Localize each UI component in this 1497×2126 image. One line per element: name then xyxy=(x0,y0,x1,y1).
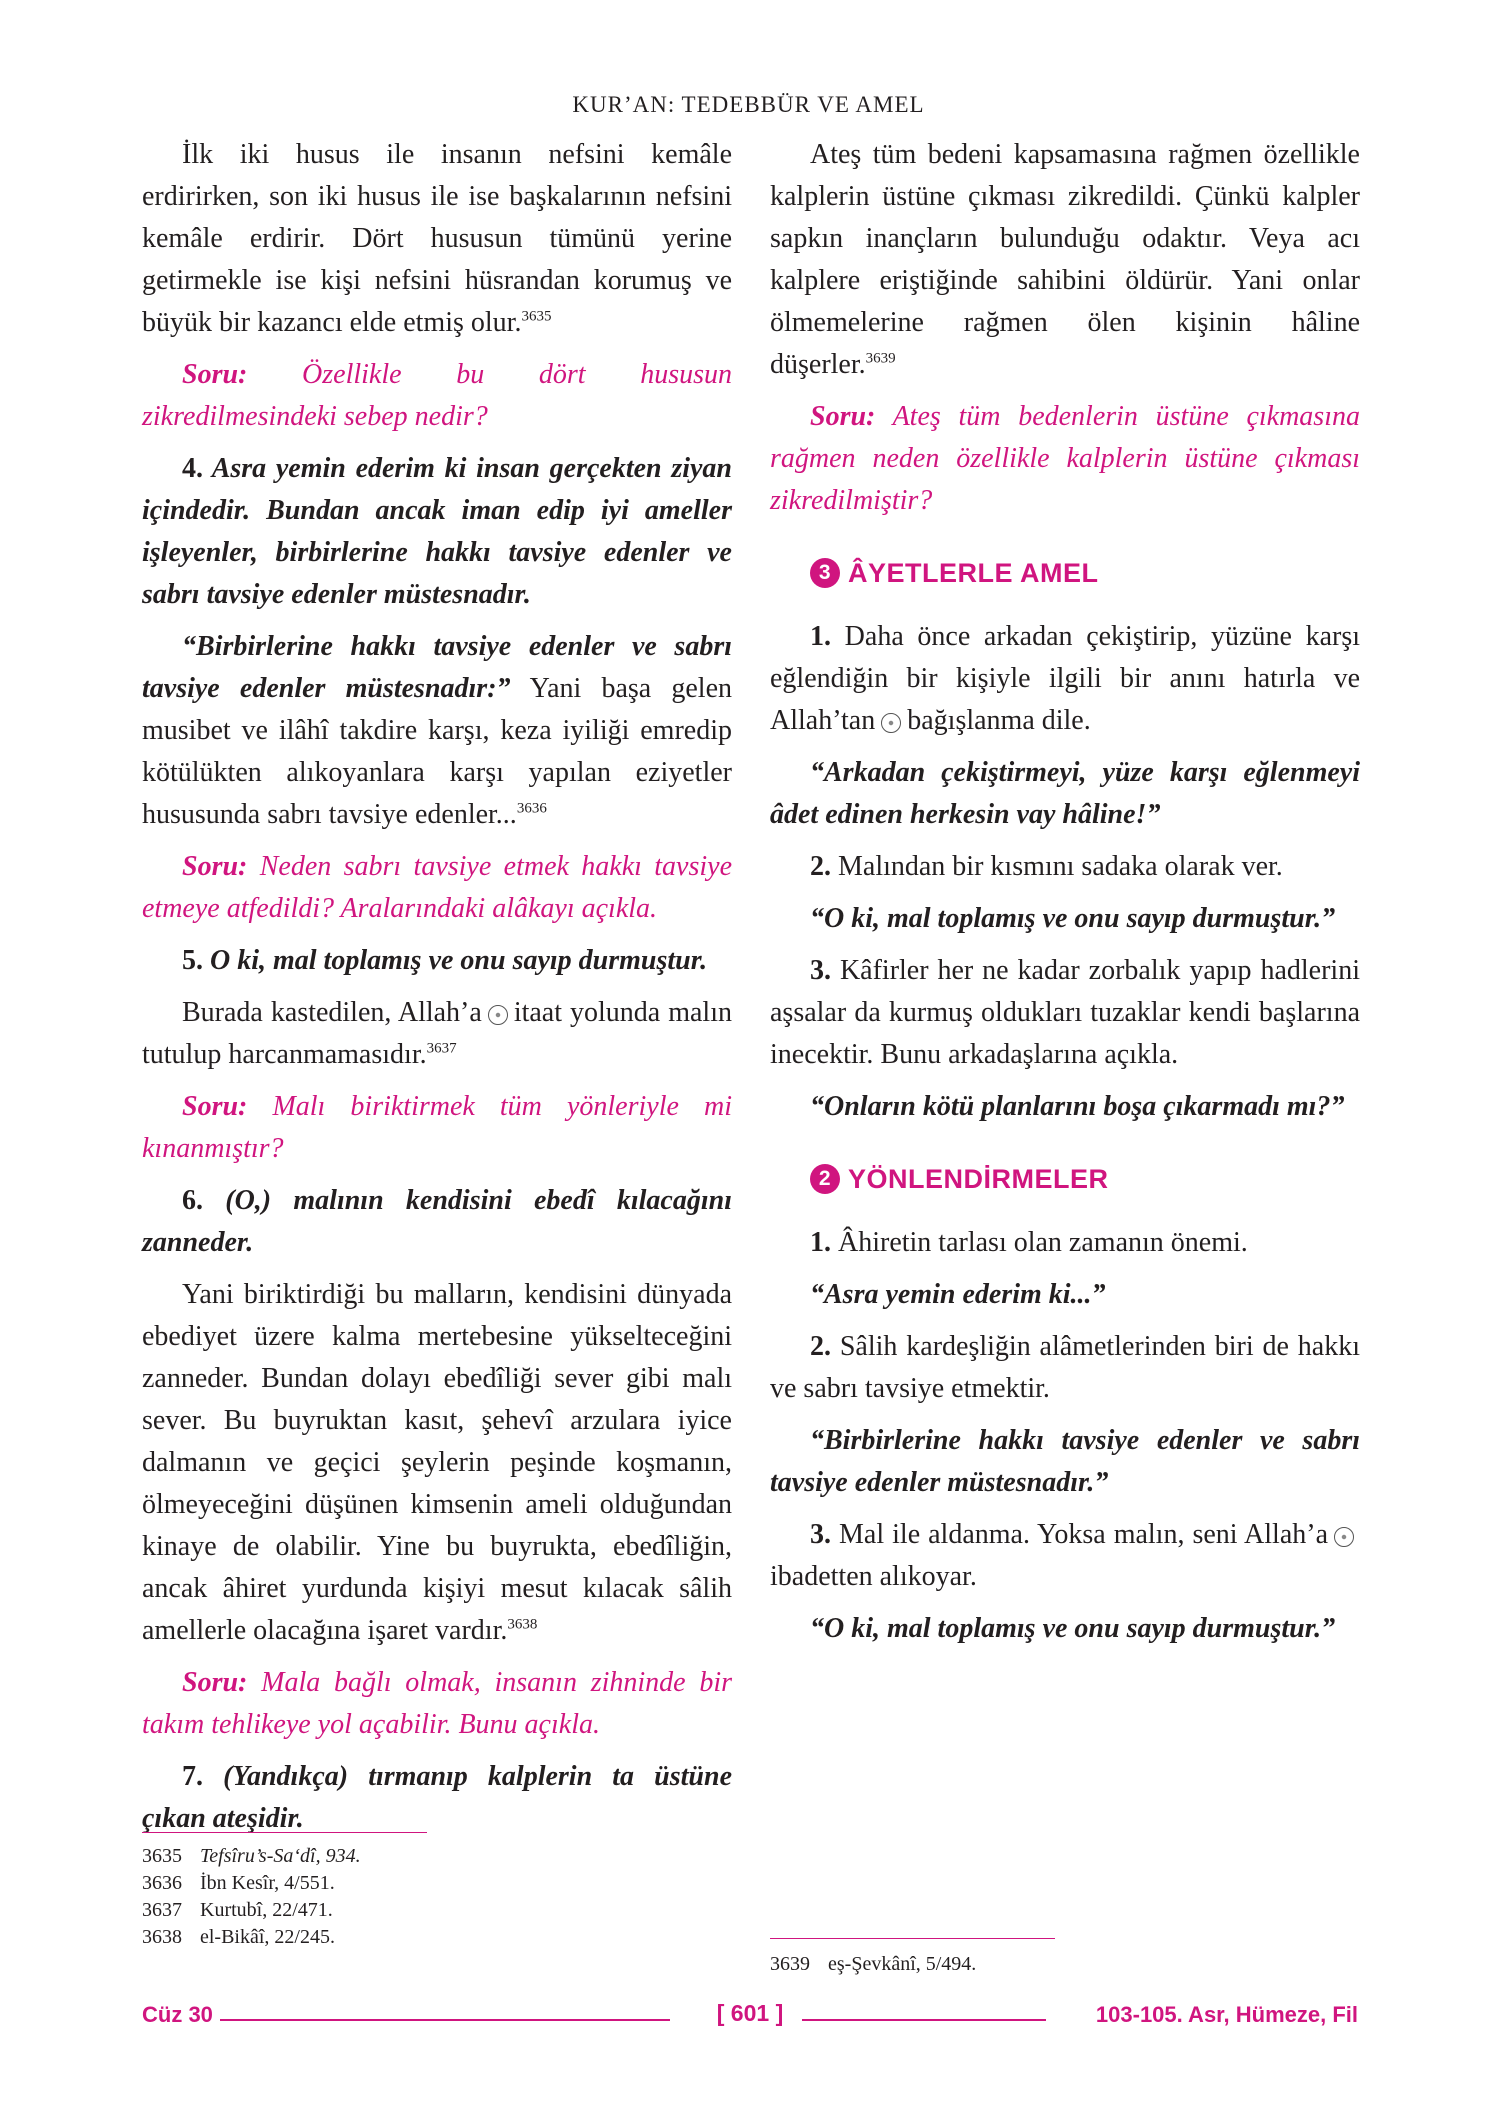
section-title: YÖNLENDİRMELER xyxy=(848,1164,1109,1194)
footnote-ref[interactable]: 3635 xyxy=(521,308,552,325)
verse-quote: “Birbirlerine hakkı tavsiye edenler ve sabrı tavsiye edenler müstesnadır:” xyxy=(142,631,732,704)
verse-quote: “O ki, mal toplamış ve onu sayıp durmuştur.” xyxy=(810,1613,1336,1644)
item-number: 2. xyxy=(810,851,831,882)
footnote-divider xyxy=(142,1832,427,1833)
celle-celaluhu-icon xyxy=(1334,1527,1354,1547)
verse-quote: “Birbirlerine hakkı tavsiye edenler ve sabrı tavsiye edenler müstesnadır.” xyxy=(770,1425,1360,1498)
question-label: Soru: xyxy=(182,1667,248,1698)
item-number: 1. xyxy=(810,1227,831,1258)
item-number: 3. xyxy=(810,955,831,986)
paragraph: Yani biriktirdiği bu malların, kendisini dünyada ebediyet üzere kalma mertebesine yükselteceğini zanneder. Bundan dolayı ebedîliği sever gibi malı sever. Bu buyruktan kasıt, şehevî arzulara iyice dalmanın ve geçici şeylerin peşinde koşmanın, ölmeyeceğini düşünen kimsenin ameli olduğundan kinaye de olabilir. Yine bu buyrukta, ebedîliğin, ancak âhiret yurdunda kişiyi mesut kılacak sâlih amellerle olacağına işaret vardır.$^{3638}$ xyxy=(142,1279,732,1646)
question-label: Soru: xyxy=(810,401,876,432)
item-number: 3. xyxy=(810,1519,831,1550)
verse: 6. (O,) malının kendisini ebedî kılacağını zanneder. xyxy=(142,1185,732,1258)
verse-number: 7. xyxy=(182,1761,203,1792)
verse-number: 6. xyxy=(182,1185,203,1216)
question: Soru: Neden sabrı tavsiye etmek hakkı tavsiye etmeye atfedildi? Aralarındaki alâkayı açıkla. xyxy=(142,851,733,924)
footnotes-right xyxy=(770,1951,1330,1978)
list-item: 1. Âhiretin tarlası olan zamanın önemi. xyxy=(810,1227,1248,1258)
juz-label: Cüz 30 xyxy=(142,2002,213,2027)
list-item: 3. Mal ile aldanma. Yoksa malın, seni Allah’aibadetten alıkoyar. xyxy=(770,1514,1360,1598)
paragraph: İlk iki husus ile insanın nefsini kemâle erdirirken, son iki husus ile ise başkalarının nefsini kemâle erdirir. Dört hususun tümünü yerine getirmekle ise kişi nefsini hüsrandan korumuş ve büyük bir kazancı elde etmiş olur.$^{3635}$ xyxy=(142,139,732,338)
paragraph: “Birbirlerine hakkı tavsiye edenler ve sabrı tavsiye edenler müstesnadır:” Yani başa gelen musibet ve ilâhî takdire karşı, keza iyiliği emredip kötülükten alıkoyanlara karşı yapılan eziyetler hususunda sabrı tavsiye edenler...$^{3636}$ xyxy=(142,631,732,830)
paragraph: Ateş tüm bedeni kapsamasına rağmen özellikle kalplerin üstüne çıkması zikredildi. Çünkü kalpler sapkın inançların bulunduğu odaktır. Veya acı kalplere eriştiğinde sahibini öldürür. Yani onlar ölmemelerine rağmen ölen kişinin hâline düşerler.$^{3639}$ xyxy=(770,139,1360,380)
footnote-ref[interactable]: 3639 xyxy=(865,350,896,367)
footer-rule-right xyxy=(802,2019,1046,2021)
footnote-ref[interactable]: 3636 xyxy=(516,800,547,817)
list-item: 2. Sâlih kardeşliğin alâmetlerinden biri de hakkı ve sabrı tavsiye etmektir. xyxy=(770,1331,1360,1404)
footnote-ref[interactable]: 3638 xyxy=(507,1616,538,1633)
item-number: 1. xyxy=(810,621,831,652)
verse: 4. Asra yemin ederim ki insan gerçekten ziyan içindedir. Bundan ancak iman edip iyi ameller işleyenler, birbirlerine hakkı tavsiye edenler ve sabrı tavsiye edenler müstesnadır. xyxy=(142,453,732,610)
verse-quote: “O ki, mal toplamış ve onu sayıp durmuştur.” xyxy=(810,903,1336,934)
section-title: ÂYETLERLE AMEL xyxy=(848,558,1099,588)
section-number-badge: 3 xyxy=(810,558,840,588)
verse-quote: “Asra yemin ederim ki...” xyxy=(810,1279,1106,1310)
surah-range-label: 103-105. Asr, Hümeze, Fil xyxy=(1095,2002,1358,2027)
right-column xyxy=(770,134,1360,1660)
running-head: KUR’AN: TEDEBBÜR VE AMEL xyxy=(572,92,925,117)
footnote: 3635 Tefsîru’s-Sa‘dî, 934. xyxy=(142,1845,361,1867)
footnote: 3636 İbn Kesîr, 4/551. xyxy=(142,1872,335,1894)
paragraph: Burada kastedilen, Allah’a itaat yolunda malın tutulup harcanmamasıdır.$^{3637}$ xyxy=(142,997,732,1070)
footnotes-left xyxy=(142,1843,702,1951)
question-label: Soru: xyxy=(182,851,248,882)
question: Soru: Özellikle bu dört hususun zikredilmesindeki sebep nedir? xyxy=(142,359,732,432)
question: Soru: Ateş tüm bedenlerin üstüne çıkmasına rağmen neden özellikle kalplerin üstüne çıkması zikredilmiştir? xyxy=(770,401,1360,516)
verse: 7. (Yandıkça) tırmanıp kalplerin ta üstüne çıkan ateşidir. xyxy=(142,1761,732,1834)
question: Soru: Mala bağlı olmak, insanın zihninde bir takım tehlikeye yol açabilir. Bunu açıkla. xyxy=(142,1667,733,1740)
verse-quote: “Onların kötü planlarını boşa çıkarmadı mı?” xyxy=(810,1091,1345,1122)
section-heading-ayetlerle-amel xyxy=(810,552,1360,594)
footnote: 3639 eş-Şevkânî, 5/494. xyxy=(770,1953,977,1975)
verse: 5. O ki, mal toplamış ve onu sayıp durmuştur. xyxy=(182,945,708,976)
question: Soru: Malı biriktirmek tüm yönleriyle mi kınanmıştır? xyxy=(142,1091,732,1164)
footnote: 3637 Kurtubî, 22/471. xyxy=(142,1899,333,1921)
question-label: Soru: xyxy=(182,1091,248,1122)
list-item: 2. Malından bir kısmını sadaka olarak ver. xyxy=(810,851,1283,882)
celle-celaluhu-icon xyxy=(488,1005,508,1025)
footnote-divider xyxy=(770,1938,1055,1939)
left-column xyxy=(142,134,732,1850)
page-footer xyxy=(142,2000,1358,2036)
verse-quote: “Arkadan çekiştirmeyi, yüze karşı eğlenmeyi âdet edinen herkesin vay hâline!” xyxy=(770,757,1360,830)
verse-number: 5. xyxy=(182,945,203,976)
footnote-ref[interactable]: 3637 xyxy=(426,1040,457,1057)
footnote: 3638 el-Bikâî, 22/245. xyxy=(142,1926,335,1948)
verse-number: 4. xyxy=(182,453,203,484)
section-number-badge: 2 xyxy=(810,1164,840,1194)
list-item: 3. Kâfirler her ne kadar zorbalık yapıp hadlerini aşsalar da kurmuş oldukları tuzaklar kendi başlarına inecektir. Bunu arkadaşlarına açıkla. xyxy=(770,955,1360,1070)
item-number: 2. xyxy=(810,1331,831,1362)
question-label: Soru: xyxy=(182,359,248,390)
list-item: 1. Daha önce arkadan çekiştirip, yüzüne karşı eğlendiğin bir kişiyle ilgili bir anını hatırla ve Allah’tan bağışlanma dile. xyxy=(770,621,1361,736)
section-heading-yonlendirmeler xyxy=(810,1158,1360,1200)
celle-celaluhu-icon xyxy=(881,713,901,733)
page-number: [ 601 ] xyxy=(716,2000,784,2026)
